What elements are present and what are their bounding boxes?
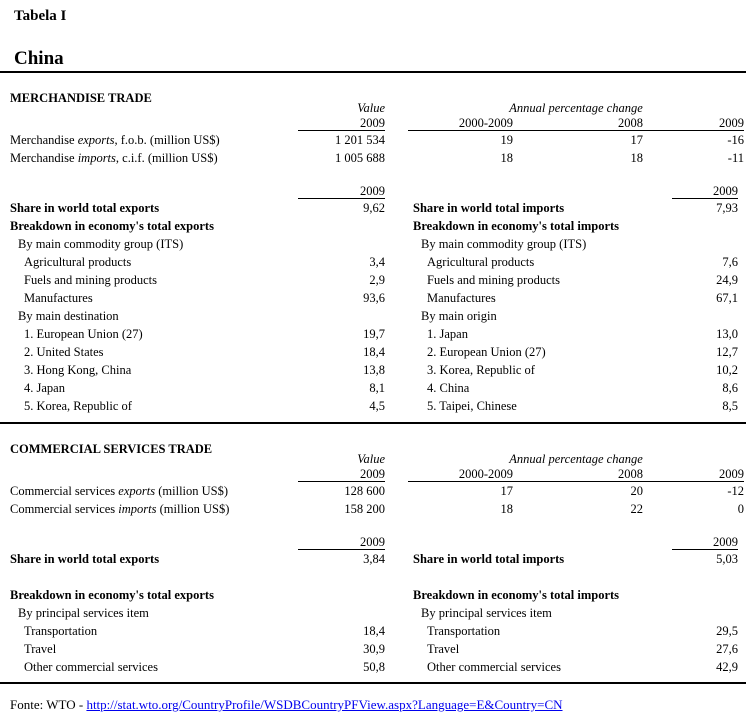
- breakdown-label-right: By main commodity group (ITS): [421, 237, 587, 251]
- breakdown-value-left: 2,9: [369, 273, 385, 287]
- apc-cells: [408, 131, 744, 149]
- value-year-header: 2009: [298, 466, 385, 482]
- apc-column-header: Annual percentage change: [509, 101, 643, 115]
- section-divider-rule: [0, 422, 746, 424]
- apc-cell: 18: [500, 502, 513, 516]
- apc-cells: [408, 500, 744, 518]
- breakdown-row: [10, 658, 746, 676]
- column-gap: [385, 534, 413, 550]
- value-cell: 128 600: [344, 484, 385, 498]
- apc-year-header: 2009: [719, 116, 744, 130]
- breakdown-label-right: By principal services item: [421, 606, 552, 620]
- apc-cell: 0: [737, 502, 744, 516]
- breakdown-label-right: Breakdown in economy's total imports: [413, 588, 620, 602]
- column-gap: [385, 482, 408, 500]
- column-gap: [385, 325, 413, 343]
- row-label: Merchandise imports, c.i.f. (million US$): [10, 151, 218, 165]
- breakdown-value-right: 10,2: [716, 363, 738, 377]
- breakdown-value-right: [672, 307, 738, 325]
- apc-cell: -16: [727, 133, 744, 147]
- breakdown-label-left: Manufactures: [24, 291, 93, 305]
- apc-year-header: 2009: [719, 467, 744, 481]
- column-gap: [385, 604, 413, 622]
- breakdown-label-right: Travel: [427, 642, 460, 656]
- breakdown-label-right: Manufactures: [427, 291, 496, 305]
- header-rule: [0, 71, 746, 73]
- breakdown-label-left: By main commodity group (ITS): [18, 237, 184, 251]
- column-gap: [385, 640, 413, 658]
- section-title: MERCHANDISE TRADE: [10, 91, 152, 105]
- breakdown-value-right: [672, 235, 738, 253]
- apc-year-header: 2008: [618, 467, 643, 481]
- country-title: China: [14, 48, 64, 69]
- breakdown-row: [10, 604, 746, 622]
- apc-cell: 18: [630, 151, 643, 165]
- share-year-header-left: 2009: [298, 534, 385, 550]
- source-note: [0, 696, 746, 714]
- share-year-header-left: 2009: [298, 183, 385, 199]
- column-gap: [385, 622, 413, 640]
- apc-cells: [408, 149, 744, 167]
- breakdown-value-left: 18,4: [363, 624, 385, 638]
- breakdown-row: [10, 253, 746, 271]
- table-number-label: Tabela I: [14, 8, 67, 24]
- breakdown-label-left: Share in world total exports: [10, 552, 160, 566]
- breakdown-value-right: 13,0: [716, 327, 738, 341]
- breakdown-value-right: [672, 586, 738, 604]
- column-gap: [385, 253, 413, 271]
- breakdown-label-left: Travel: [24, 642, 57, 656]
- value-cell: 158 200: [344, 502, 385, 516]
- breakdown-label-left: 5. Korea, Republic of: [24, 399, 132, 413]
- spacer: [10, 115, 298, 131]
- footer-rule: [0, 682, 746, 684]
- breakdown-row: [10, 379, 746, 397]
- breakdown-value-left: 13,8: [363, 363, 385, 377]
- column-gap: [385, 235, 413, 253]
- column-gap: [385, 89, 408, 115]
- breakdown-label-left: 3. Hong Kong, China: [24, 363, 132, 377]
- breakdown-row: [10, 289, 746, 307]
- value-column-header: Value: [357, 101, 385, 115]
- breakdown-label-right: Breakdown in economy's total imports: [413, 219, 620, 233]
- column-gap: [385, 550, 413, 568]
- breakdown-label-left: Transportation: [24, 624, 98, 638]
- breakdown-label-right: 1. Japan: [427, 327, 468, 341]
- column-gap: [385, 199, 413, 217]
- apc-year-header: 2008: [618, 116, 643, 130]
- breakdown-label-right: Transportation: [427, 624, 501, 638]
- column-gap: [385, 149, 408, 167]
- column-gap: [385, 440, 408, 466]
- breakdown-value-right: 5,03: [716, 552, 738, 566]
- breakdown-value-left: 18,4: [363, 345, 385, 359]
- breakdown-label-left: 4. Japan: [24, 381, 65, 395]
- breakdown-label-left: By principal services item: [18, 606, 149, 620]
- column-gap: [385, 466, 408, 482]
- breakdown-value-left: 3,4: [369, 255, 385, 269]
- breakdown-value-left: 9,62: [363, 201, 385, 215]
- source-link[interactable]: http://stat.wto.org/CountryProfile/WSDBCountryPFView.aspx?Language=E&Country=CN: [86, 697, 563, 712]
- commercial-services-trade-section: [0, 440, 746, 676]
- column-gap: [385, 343, 413, 361]
- spacer: [413, 534, 672, 550]
- breakdown-value-right: 67,1: [716, 291, 738, 305]
- breakdown-value-left: [298, 604, 385, 622]
- value-cell: 1 005 688: [335, 151, 385, 165]
- row-label: Merchandise exports, f.o.b. (million US$): [10, 133, 220, 147]
- services-value-rows: [10, 482, 746, 518]
- merchandise-value-rows: [10, 131, 746, 167]
- spacer: [413, 183, 672, 199]
- row-label: Commercial services exports (million US$): [10, 484, 229, 498]
- breakdown-label-left: 2. United States: [24, 345, 104, 359]
- apc-year-header: 2000-2009: [458, 116, 513, 130]
- column-gap: [385, 361, 413, 379]
- apc-cell: 18: [500, 151, 513, 165]
- merchandise-trade-section: [0, 89, 746, 415]
- breakdown-row: [10, 271, 746, 289]
- breakdown-row: [10, 217, 746, 235]
- breakdown-label-right: Share in world total imports: [413, 552, 565, 566]
- breakdown-label-left: 1. European Union (27): [24, 327, 143, 341]
- source-prefix: Fonte: WTO -: [10, 697, 87, 712]
- spacer: [10, 466, 298, 482]
- merchandise-breakdown: [0, 199, 746, 415]
- breakdown-value-right: 29,5: [716, 624, 738, 638]
- breakdown-value-right: 7,93: [716, 201, 738, 215]
- breakdown-label-left: Agricultural products: [24, 255, 132, 269]
- merchandise-year-header-row: [10, 115, 746, 131]
- apc-year-headers: [408, 466, 744, 482]
- column-gap: [385, 217, 413, 235]
- services-year-header-row: [10, 466, 746, 482]
- breakdown-label-left: Breakdown in economy's total exports: [10, 219, 214, 233]
- column-gap: [385, 307, 413, 325]
- column-gap: [385, 379, 413, 397]
- breakdown-label-left: By main destination: [18, 309, 119, 323]
- trade-value-row: [10, 500, 746, 518]
- trade-value-row: [10, 482, 746, 500]
- breakdown-label-right: 4. China: [427, 381, 470, 395]
- services-header-row: [10, 440, 746, 466]
- breakdown-value-left: 8,1: [369, 381, 385, 395]
- breakdown-row: [10, 586, 746, 604]
- breakdown-value-left: 3,84: [363, 552, 385, 566]
- column-gap: [385, 500, 408, 518]
- breakdown-label-left: Breakdown in economy's total exports: [10, 588, 214, 602]
- breakdown-value-right: 8,6: [722, 381, 738, 395]
- breakdown-label-right: Other commercial services: [427, 660, 561, 674]
- apc-cell: 17: [630, 133, 643, 147]
- apc-cell: 22: [630, 502, 643, 516]
- breakdown-row: [10, 622, 746, 640]
- breakdown-value-right: 42,9: [716, 660, 738, 674]
- breakdown-label-right: Agricultural products: [427, 255, 535, 269]
- breakdown-value-left: [298, 586, 385, 604]
- section-title: COMMERCIAL SERVICES TRADE: [10, 442, 213, 456]
- value-column-header: Value: [357, 452, 385, 466]
- breakdown-value-right: 24,9: [716, 273, 738, 287]
- breakdown-label-left: Other commercial services: [24, 660, 158, 674]
- services-breakdown: [0, 550, 746, 676]
- services-share-year-row: [0, 534, 746, 550]
- apc-cell: 17: [500, 484, 513, 498]
- breakdown-row: [10, 235, 746, 253]
- apc-year-header: 2000-2009: [458, 467, 513, 481]
- breakdown-value-right: 12,7: [716, 345, 738, 359]
- breakdown-value-left: 30,9: [363, 642, 385, 656]
- breakdown-value-left: [298, 235, 385, 253]
- column-gap: [385, 183, 413, 199]
- merchandise-header-row: [10, 89, 746, 115]
- column-gap: [385, 586, 413, 604]
- column-gap: [385, 397, 413, 415]
- breakdown-value-left: 4,5: [369, 399, 385, 413]
- breakdown-row: [10, 307, 746, 325]
- breakdown-value-left: 50,8: [363, 660, 385, 674]
- breakdown-label-right: 3. Korea, Republic of: [427, 363, 535, 377]
- share-year-header-right: 2009: [672, 183, 738, 199]
- breakdown-value-right: [672, 604, 738, 622]
- breakdown-label-right: 5. Taipei, Chinese: [427, 399, 517, 413]
- breakdown-row: [10, 325, 746, 343]
- apc-cell: -11: [727, 151, 744, 165]
- trade-value-row: [10, 149, 746, 167]
- apc-cell: -12: [727, 484, 744, 498]
- breakdown-value-left: 19,7: [363, 327, 385, 341]
- value-year-header: 2009: [298, 115, 385, 131]
- breakdown-row: [10, 397, 746, 415]
- breakdown-value-right: 8,5: [722, 399, 738, 413]
- column-gap: [385, 271, 413, 289]
- breakdown-label-right: Share in world total imports: [413, 201, 565, 215]
- apc-year-headers: [408, 115, 744, 131]
- breakdown-row: [10, 361, 746, 379]
- breakdown-label-left: Share in world total exports: [10, 201, 160, 215]
- breakdown-value-left: [298, 307, 385, 325]
- merchandise-share-year-row: [0, 183, 746, 199]
- apc-cell: 19: [500, 133, 513, 147]
- breakdown-value-left: [298, 217, 385, 235]
- breakdown-label-right: Fuels and mining products: [427, 273, 560, 287]
- breakdown-label-left: Fuels and mining products: [24, 273, 157, 287]
- column-gap: [385, 658, 413, 676]
- column-gap: [385, 115, 408, 131]
- breakdown-value-right: [672, 217, 738, 235]
- column-gap: [385, 131, 408, 149]
- breakdown-value-left: 93,6: [363, 291, 385, 305]
- row-label: Commercial services imports (million US$): [10, 502, 230, 516]
- breakdown-row: [10, 550, 746, 568]
- apc-column-header: Annual percentage change: [509, 452, 643, 466]
- apc-cell: 20: [630, 484, 643, 498]
- trade-value-row: [10, 131, 746, 149]
- breakdown-row: [10, 343, 746, 361]
- spacer: [10, 534, 298, 550]
- breakdown-row: [10, 640, 746, 658]
- column-gap: [385, 289, 413, 307]
- breakdown-label-right: By main origin: [421, 309, 497, 323]
- breakdown-row: [10, 199, 746, 217]
- apc-cells: [408, 482, 744, 500]
- spacer: [10, 183, 298, 199]
- share-year-header-right: 2009: [672, 534, 738, 550]
- breakdown-label-right: 2. European Union (27): [427, 345, 546, 359]
- breakdown-value-right: 7,6: [722, 255, 738, 269]
- breakdown-value-right: 27,6: [716, 642, 738, 656]
- value-cell: 1 201 534: [335, 133, 385, 147]
